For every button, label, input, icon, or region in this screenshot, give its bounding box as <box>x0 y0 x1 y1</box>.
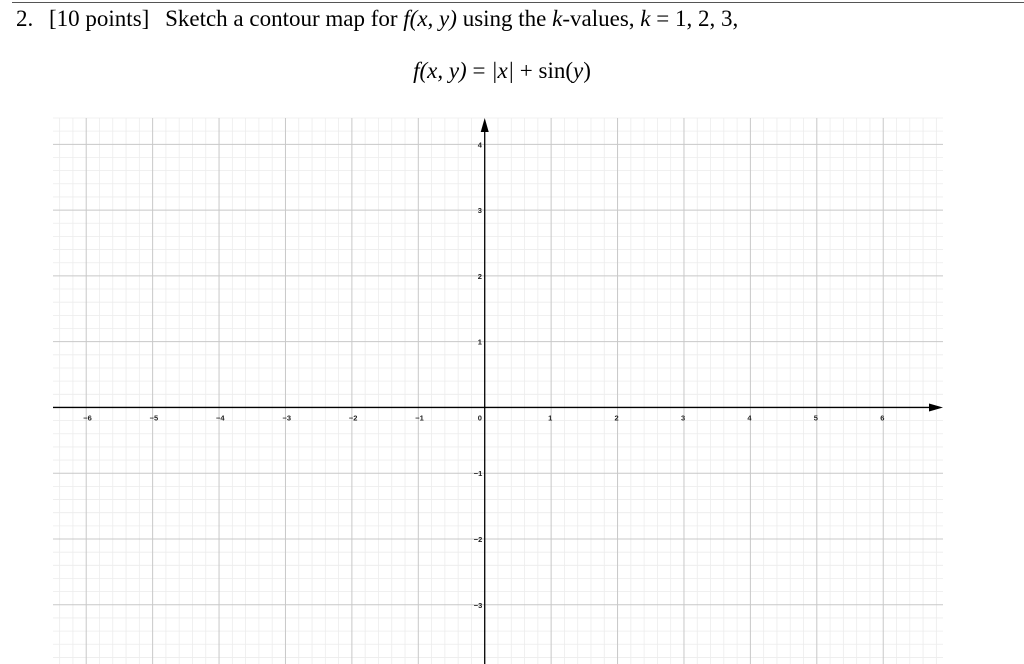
x-tick-label: 6 <box>880 413 885 423</box>
x-tick-label: 4 <box>747 413 752 423</box>
y-tick-label: −3 <box>473 600 483 610</box>
y-tick-label: 1 <box>477 337 482 347</box>
y-tick-label: 2 <box>477 271 482 281</box>
y-tick-label: −1 <box>473 469 483 479</box>
formula-lhs: f(x, y) <box>413 58 467 83</box>
x-tick-label: 1 <box>548 413 553 423</box>
y-tick-label: 3 <box>477 206 482 216</box>
problem-k-var: k <box>552 6 563 31</box>
formula-eq: = <box>466 58 492 83</box>
x-tick-label: −5 <box>149 413 159 423</box>
y-axis-arrow <box>481 118 489 132</box>
problem-number: 2. <box>16 6 34 31</box>
formula-y: y <box>573 58 584 83</box>
problem-text-4: = 1, 2, 3, <box>650 6 739 31</box>
x-tick-label: −2 <box>348 413 358 423</box>
x-tick-label: 2 <box>614 413 619 423</box>
y-tick-label: −2 <box>473 535 483 545</box>
x-tick-label: −3 <box>282 413 292 423</box>
x-tick-label: 0 <box>477 413 482 423</box>
problem-function: f(x, y) <box>403 6 457 31</box>
formula-abs: |x| <box>491 58 515 83</box>
minor-grid <box>53 118 943 664</box>
formula-plus: + sin( <box>514 58 574 83</box>
x-tick-label: −1 <box>415 413 424 423</box>
problem-text-3: -values, <box>562 6 641 31</box>
x-tick-label: 5 <box>813 413 818 423</box>
problem-points: [10 points] <box>49 6 150 31</box>
problem-k-var-2: k <box>640 6 651 31</box>
x-tick-label: 3 <box>680 413 686 423</box>
x-tick-label: −4 <box>216 413 225 423</box>
y-tick-label: 4 <box>477 140 482 150</box>
formula-close: ) <box>583 58 591 83</box>
x-tick-label: −6 <box>83 413 92 423</box>
problem-text-2: using the <box>456 6 553 31</box>
problem-text-1: Sketch a contour map for <box>165 6 404 31</box>
